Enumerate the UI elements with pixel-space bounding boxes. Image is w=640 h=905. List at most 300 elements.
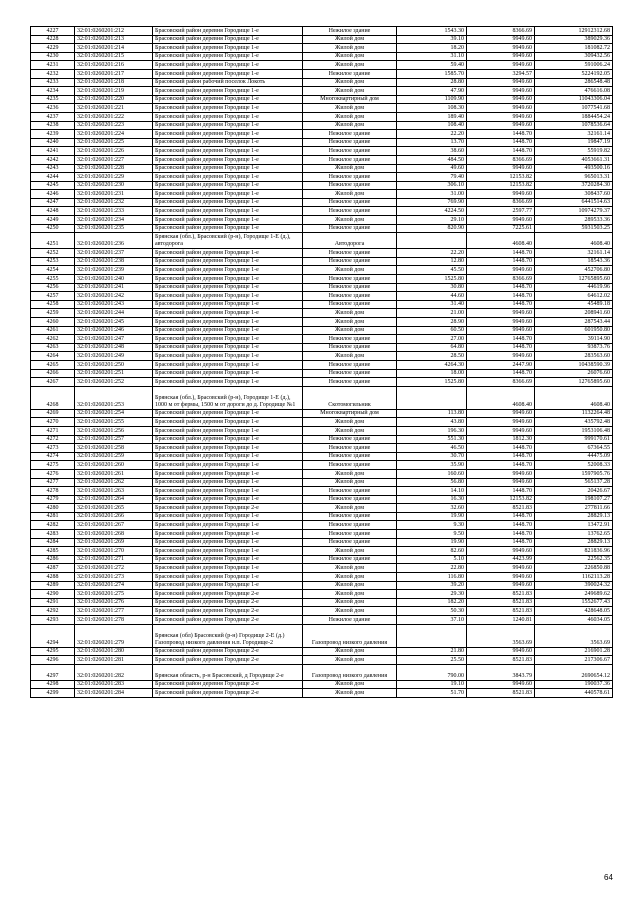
cadastral-number-cell: 32:01:0260201:266: [75, 512, 153, 521]
object-type-cell: Нежилое здание: [303, 292, 397, 301]
address-cell: Брасовский район деревня Городище 1-е: [153, 538, 303, 547]
specific-value-cell: 3294.57: [467, 69, 535, 78]
cadastral-number-cell: 32:01:0260201:215: [75, 52, 153, 61]
cadastral-number-cell: 32:01:0260201:227: [75, 155, 153, 164]
row-number-cell: 4266: [31, 369, 75, 378]
address-cell: Брасовский район деревня Городище 2-е: [153, 656, 303, 665]
cadastral-number-cell: 32:01:0260201:221: [75, 104, 153, 113]
object-type-cell: Нежилое здание: [303, 275, 397, 284]
address-cell: Брасовский район деревня Городище 1-е: [153, 452, 303, 461]
specific-value-cell: 1812.30: [467, 435, 535, 444]
cadastral-number-cell: 32:01:0260201:242: [75, 292, 153, 301]
object-type-cell: Жилой дом: [303, 318, 397, 327]
cadastral-number-cell: 32:01:0260201:273: [75, 573, 153, 582]
cadastral-number-cell: 32:01:0260201:224: [75, 130, 153, 139]
cadastral-number-cell: 32:01:0260201:259: [75, 452, 153, 461]
address-cell: Брасовский район деревня Городище 1-е: [153, 181, 303, 190]
cadastral-value-cell: 435792.48: [535, 418, 613, 427]
area-cell: 30.70: [397, 452, 467, 461]
specific-value-cell: 9949.60: [467, 680, 535, 689]
table-row: [31, 198, 613, 207]
specific-value-cell: 8521.83: [467, 607, 535, 616]
row-number-cell: 4242: [31, 155, 75, 164]
row-number-cell: 4292: [31, 607, 75, 616]
specific-value-cell: 9949.60: [467, 469, 535, 478]
specific-value-cell: 8521.83: [467, 590, 535, 599]
row-number-cell: 4297: [31, 664, 75, 680]
address-cell: Брасовский район деревня Городище 1-е: [153, 61, 303, 70]
specific-value-cell: 9949.60: [467, 78, 535, 87]
object-type-cell: Жилой дом: [303, 504, 397, 513]
specific-value-cell: 1448.70: [467, 538, 535, 547]
specific-value-cell: 9949.60: [467, 547, 535, 556]
address-cell: Брасовский район деревня Городище 1-е: [153, 104, 303, 113]
specific-value-cell: 8366.69: [467, 275, 535, 284]
specific-value-cell: 9949.60: [467, 326, 535, 335]
object-type-cell: Нежилое здание: [303, 207, 397, 216]
table-row: [31, 224, 613, 233]
specific-value-cell: 9949.60: [467, 112, 535, 121]
cadastral-value-cell: 28829.13: [535, 512, 613, 521]
object-type-cell: Нежилое здание: [303, 173, 397, 182]
specific-value-cell: 1448.70: [467, 300, 535, 309]
specific-value-cell: 3563.69: [467, 624, 535, 647]
cadastral-number-cell: 32:01:0260201:244: [75, 309, 153, 318]
specific-value-cell: 9949.60: [467, 121, 535, 130]
area-cell: 22.80: [397, 564, 467, 573]
cadastral-value-cell: 476616.08: [535, 87, 613, 96]
specific-value-cell: 9949.60: [467, 87, 535, 96]
cadastral-value-cell: 12765895.60: [535, 275, 613, 284]
object-type-cell: Нежилое здание: [303, 181, 397, 190]
row-number-cell: 4256: [31, 283, 75, 292]
cadastral-number-cell: 32:01:0260201:254: [75, 409, 153, 418]
area-cell: 160.60: [397, 469, 467, 478]
cadastral-number-cell: 32:01:0260201:257: [75, 435, 153, 444]
specific-value-cell: 1448.70: [467, 343, 535, 352]
address-cell: Брасовский район деревня Городище 1-е: [153, 266, 303, 275]
table-row: [31, 647, 613, 656]
row-number-cell: 4232: [31, 69, 75, 78]
specific-value-cell: 12153.82: [467, 181, 535, 190]
cadastral-number-cell: 32:01:0260201:278: [75, 616, 153, 625]
object-type-cell: Нежилое здание: [303, 521, 397, 530]
cadastral-value-cell: 1884454.24: [535, 112, 613, 121]
address-cell: Брасовский район деревня Городище 1-е: [153, 69, 303, 78]
address-cell: Брасовский район деревня Городище 1-е: [153, 564, 303, 573]
address-cell: Брасовский район деревня Городище 2-е: [153, 607, 303, 616]
specific-value-cell: 1448.70: [467, 530, 535, 539]
cadastral-number-cell: 32:01:0260201:246: [75, 326, 153, 335]
object-type-cell: Газопровод низкого давления: [303, 664, 397, 680]
row-number-cell: 4247: [31, 198, 75, 207]
row-number-cell: 4274: [31, 452, 75, 461]
address-cell: Брасовский район деревня Городище 1-е: [153, 461, 303, 470]
table-row: [31, 581, 613, 590]
object-type-cell: Нежилое здание: [303, 147, 397, 156]
row-number-cell: 4244: [31, 173, 75, 182]
row-number-cell: 4237: [31, 112, 75, 121]
area-cell: 21.00: [397, 309, 467, 318]
address-cell: Брасовский район деревня Городище 1-е: [153, 478, 303, 487]
row-number-cell: 4273: [31, 444, 75, 453]
address-cell: Брасовский район деревня Городище 2-е: [153, 616, 303, 625]
cadastral-number-cell: 32:01:0260201:276: [75, 598, 153, 607]
cadastral-number-cell: 32:01:0260201:216: [75, 61, 153, 70]
area-cell: 1525.80: [397, 378, 467, 387]
area-cell: 82.60: [397, 547, 467, 556]
cadastral-number-cell: 32:01:0260201:232: [75, 198, 153, 207]
cadastral-number-cell: 32:01:0260201:247: [75, 335, 153, 344]
object-type-cell: Нежилое здание: [303, 130, 397, 139]
address-cell: Брасовский район деревня Городище 1-е: [153, 300, 303, 309]
area-cell: 19.10: [397, 680, 467, 689]
table-row: [31, 335, 613, 344]
table-row: [31, 164, 613, 173]
area-cell: 30.80: [397, 283, 467, 292]
table-row: [31, 181, 613, 190]
cadastral-number-cell: 32:01:0260201:230: [75, 181, 153, 190]
area-cell: 45.50: [397, 266, 467, 275]
table-row: [31, 409, 613, 418]
area-cell: 12.80: [397, 257, 467, 266]
cadastral-value-cell: 20426.67: [535, 487, 613, 496]
row-number-cell: 4249: [31, 216, 75, 225]
address-cell: Брасовский район деревня Городище 2-е: [153, 598, 303, 607]
object-type-cell: Нежилое здание: [303, 27, 397, 36]
table-row: [31, 275, 613, 284]
table-row: [31, 573, 613, 582]
specific-value-cell: 9949.60: [467, 478, 535, 487]
table-row: [31, 112, 613, 121]
address-cell: Брасовский район деревня Городище 1-е: [153, 44, 303, 53]
address-cell: Брасовский район деревня Городище 2-е: [153, 680, 303, 689]
object-type-cell: Жилой дом: [303, 547, 397, 556]
cadastral-value-cell: 12912312.68: [535, 27, 613, 36]
table-row: [31, 343, 613, 352]
table-row: [31, 521, 613, 530]
cadastral-value-cell: 1132264.48: [535, 409, 613, 418]
object-type-cell: Нежилое здание: [303, 435, 397, 444]
object-type-cell: Нежилое здание: [303, 360, 397, 369]
cadastral-value-cell: 3563.69: [535, 624, 613, 647]
object-type-cell: Жилой дом: [303, 478, 397, 487]
object-type-cell: Нежилое здание: [303, 555, 397, 564]
address-cell: Брасовский район деревня Городище 1-е: [153, 155, 303, 164]
specific-value-cell: 1448.70: [467, 147, 535, 156]
table-row: [31, 530, 613, 539]
row-number-cell: 4299: [31, 689, 75, 698]
area-cell: 21.80: [397, 647, 467, 656]
address-cell: Брасовский район деревня Городище 1-е: [153, 257, 303, 266]
area-cell: 19.90: [397, 538, 467, 547]
area-cell: 35.90: [397, 461, 467, 470]
specific-value-cell: 9949.60: [467, 647, 535, 656]
area-cell: 9.50: [397, 530, 467, 539]
object-type-cell: Жилой дом: [303, 52, 397, 61]
object-type-cell: Нежилое здание: [303, 224, 397, 233]
object-type-cell: Нежилое здание: [303, 444, 397, 453]
cadastral-value-cell: 1552677.43: [535, 598, 613, 607]
cadastral-value-cell: 591006.24: [535, 61, 613, 70]
cadastral-number-cell: 32:01:0260201:280: [75, 647, 153, 656]
row-number-cell: 4272: [31, 435, 75, 444]
address-cell: Брасовский район деревня Городище 1-е: [153, 130, 303, 139]
cadastral-value-cell: 32161.14: [535, 130, 613, 139]
row-number-cell: 4275: [31, 461, 75, 470]
specific-value-cell: 8521.83: [467, 689, 535, 698]
cadastral-number-cell: 32:01:0260201:235: [75, 224, 153, 233]
row-number-cell: 4279: [31, 495, 75, 504]
cadastral-number-cell: 32:01:0260201:263: [75, 487, 153, 496]
cadastral-value-cell: 10974279.37: [535, 207, 613, 216]
row-number-cell: 4264: [31, 352, 75, 361]
specific-value-cell: 1448.70: [467, 249, 535, 258]
row-number-cell: 4288: [31, 573, 75, 582]
object-type-cell: Жилой дом: [303, 61, 397, 70]
address-cell: Брасовский район деревня Городище 2-е: [153, 689, 303, 698]
area-cell: [397, 233, 467, 249]
table-row: [31, 444, 613, 453]
object-type-cell: Нежилое здание: [303, 300, 397, 309]
table-row: [31, 664, 613, 680]
row-number-cell: 4287: [31, 564, 75, 573]
specific-value-cell: 4423.99: [467, 555, 535, 564]
area-cell: 13.70: [397, 138, 467, 147]
specific-value-cell: 9949.60: [467, 104, 535, 113]
specific-value-cell: 9949.60: [467, 409, 535, 418]
area-cell: 22.20: [397, 130, 467, 139]
cadastral-number-cell: 32:01:0260201:233: [75, 207, 153, 216]
address-cell: Брасовский район деревня Городище 1-е: [153, 326, 303, 335]
object-type-cell: Жилой дом: [303, 309, 397, 318]
object-type-cell: Нежилое здание: [303, 378, 397, 387]
address-cell: Брасовский район деревня Городище 1-е: [153, 224, 303, 233]
area-cell: 29.10: [397, 216, 467, 225]
address-cell: Брасовский район деревня Городище 1-е: [153, 52, 303, 61]
cadastral-number-cell: 32:01:0260201:268: [75, 530, 153, 539]
table-row: [31, 300, 613, 309]
table-row: [31, 190, 613, 199]
area-cell: 196.30: [397, 426, 467, 435]
area-cell: 39.20: [397, 581, 467, 590]
cadastral-value-cell: 309432.56: [535, 52, 613, 61]
specific-value-cell: 8521.83: [467, 504, 535, 513]
specific-value-cell: 3843.79: [467, 664, 535, 680]
row-number-cell: 4228: [31, 35, 75, 44]
cadastral-number-cell: 32:01:0260201:253: [75, 386, 153, 409]
cadastral-value-cell: 999170.61: [535, 435, 613, 444]
row-number-cell: 4290: [31, 590, 75, 599]
area-cell: 59.40: [397, 61, 467, 70]
area-cell: 56.80: [397, 478, 467, 487]
object-type-cell: Жилой дом: [303, 573, 397, 582]
table-row: [31, 689, 613, 698]
cadastral-number-cell: 32:01:0260201:281: [75, 656, 153, 665]
row-number-cell: 4255: [31, 275, 75, 284]
table-row: [31, 607, 613, 616]
area-cell: 47.90: [397, 87, 467, 96]
area-cell: 39.10: [397, 35, 467, 44]
table-row: [31, 27, 613, 36]
specific-value-cell: 9949.60: [467, 426, 535, 435]
object-type-cell: Жилой дом: [303, 216, 397, 225]
object-type-cell: Нежилое здание: [303, 538, 397, 547]
row-number-cell: 4250: [31, 224, 75, 233]
cadastral-value-cell: 64612.02: [535, 292, 613, 301]
address-cell: Брасовский район деревня Городище 1-е: [153, 35, 303, 44]
cadastral-number-cell: 32:01:0260201:243: [75, 300, 153, 309]
address-cell: Брасовский район деревня Городище 1-е: [153, 512, 303, 521]
area-cell: 18.20: [397, 44, 467, 53]
table-row: [31, 173, 613, 182]
table-row: [31, 216, 613, 225]
row-number-cell: 4280: [31, 504, 75, 513]
cadastral-value-cell: 67364.55: [535, 444, 613, 453]
table-row: [31, 461, 613, 470]
cadastral-number-cell: 32:01:0260201:269: [75, 538, 153, 547]
address-cell: Брасовский район деревня Городище 1-е: [153, 555, 303, 564]
row-number-cell: 4231: [31, 61, 75, 70]
table-row: [31, 452, 613, 461]
cadastral-number-cell: 32:01:0260201:218: [75, 78, 153, 87]
area-cell: 769.90: [397, 198, 467, 207]
area-cell: 28.90: [397, 318, 467, 327]
area-cell: 29.30: [397, 590, 467, 599]
table-row: [31, 104, 613, 113]
cadastral-value-cell: 1162113.28: [535, 573, 613, 582]
cadastral-value-cell: 1953106.48: [535, 426, 613, 435]
cadastral-number-cell: 32:01:0260201:217: [75, 69, 153, 78]
area-cell: 113.80: [397, 409, 467, 418]
specific-value-cell: 1448.70: [467, 461, 535, 470]
table-row: [31, 61, 613, 70]
cadastral-value-cell: 217306.67: [535, 656, 613, 665]
specific-value-cell: 1448.70: [467, 487, 535, 496]
area-cell: 1543.30: [397, 27, 467, 36]
cadastral-number-cell: 32:01:0260201:219: [75, 87, 153, 96]
area-cell: 44.60: [397, 292, 467, 301]
cadastral-number-cell: 32:01:0260201:250: [75, 360, 153, 369]
row-number-cell: 4259: [31, 309, 75, 318]
specific-value-cell: 9949.60: [467, 95, 535, 104]
cadastral-value-cell: 11043306.04: [535, 95, 613, 104]
object-type-cell: Жилой дом: [303, 35, 397, 44]
object-type-cell: Жилой дом: [303, 121, 397, 130]
specific-value-cell: 12153.82: [467, 173, 535, 182]
cadastral-value-cell: 39114.90: [535, 335, 613, 344]
address-cell: Брасовский район деревня Городище 1-е: [153, 352, 303, 361]
row-number-cell: 4261: [31, 326, 75, 335]
address-cell: Брасовский район деревня Городище 1-е: [153, 369, 303, 378]
row-number-cell: 4236: [31, 104, 75, 113]
cadastral-number-cell: 32:01:0260201:213: [75, 35, 153, 44]
table-row: [31, 266, 613, 275]
specific-value-cell: 7225.61: [467, 224, 535, 233]
cadastral-number-cell: 32:01:0260201:282: [75, 664, 153, 680]
specific-value-cell: 9949.60: [467, 164, 535, 173]
cadastral-number-cell: 32:01:0260201:255: [75, 418, 153, 427]
cadastral-value-cell: 44475.09: [535, 452, 613, 461]
area-cell: 31.00: [397, 190, 467, 199]
row-number-cell: 4281: [31, 512, 75, 521]
address-cell: Брасовский район деревня Городище 1-е: [153, 581, 303, 590]
area-cell: 790.00: [397, 664, 467, 680]
row-number-cell: 4265: [31, 360, 75, 369]
cadastral-value-cell: 1078536.64: [535, 121, 613, 130]
object-type-cell: Жилой дом: [303, 581, 397, 590]
specific-value-cell: 1448.70: [467, 257, 535, 266]
row-number-cell: 4238: [31, 121, 75, 130]
table-row: [31, 598, 613, 607]
object-type-cell: Жилой дом: [303, 112, 397, 121]
cadastral-value-cell: 277811.66: [535, 504, 613, 513]
table-row: [31, 547, 613, 556]
row-number-cell: 4252: [31, 249, 75, 258]
row-number-cell: 4260: [31, 318, 75, 327]
object-type-cell: Автодорога: [303, 233, 397, 249]
area-cell: 108.40: [397, 121, 467, 130]
area-cell: [397, 386, 467, 409]
area-cell: 551.30: [397, 435, 467, 444]
cadastral-value-table: [30, 26, 613, 698]
specific-value-cell: 8366.69: [467, 27, 535, 36]
cadastral-number-cell: 32:01:0260201:226: [75, 147, 153, 156]
page-number: 64: [604, 873, 613, 882]
cadastral-value-cell: 10438590.39: [535, 360, 613, 369]
row-number-cell: 4233: [31, 78, 75, 87]
address-cell: Брасовский район деревня Городище 1-е: [153, 418, 303, 427]
cadastral-value-cell: 5931503.25: [535, 224, 613, 233]
specific-value-cell: 1448.70: [467, 283, 535, 292]
specific-value-cell: 9949.60: [467, 309, 535, 318]
address-cell: Брасовский район деревня Городище 1-е: [153, 207, 303, 216]
cadastral-number-cell: 32:01:0260201:239: [75, 266, 153, 275]
cadastral-value-cell: 46034.05: [535, 616, 613, 625]
area-cell: 37.10: [397, 616, 467, 625]
cadastral-value-cell: 216901.28: [535, 647, 613, 656]
object-type-cell: Нежилое здание: [303, 487, 397, 496]
object-type-cell: Нежилое здание: [303, 530, 397, 539]
cadastral-value-cell: 6441514.63: [535, 198, 613, 207]
area-cell: 49.60: [397, 164, 467, 173]
table-row: [31, 478, 613, 487]
cadastral-value-table-sheet: [30, 26, 612, 698]
row-number-cell: 4235: [31, 95, 75, 104]
specific-value-cell: 8366.69: [467, 378, 535, 387]
cadastral-value-cell: 12765895.60: [535, 378, 613, 387]
cadastral-number-cell: 32:01:0260201:265: [75, 504, 153, 513]
table-row: [31, 87, 613, 96]
address-cell: Брасовский район деревня Городище 1-е: [153, 573, 303, 582]
address-cell: Брасовский район деревня Городище 1-е: [153, 121, 303, 130]
cadastral-value-cell: 428648.05: [535, 607, 613, 616]
row-number-cell: 4291: [31, 598, 75, 607]
specific-value-cell: 1448.70: [467, 452, 535, 461]
row-number-cell: 4277: [31, 478, 75, 487]
specific-value-cell: 1240.81: [467, 616, 535, 625]
cadastral-value-cell: 565137.28: [535, 478, 613, 487]
specific-value-cell: 8521.83: [467, 656, 535, 665]
cadastral-value-cell: 1077541.68: [535, 104, 613, 113]
cadastral-value-cell: 965013.31: [535, 173, 613, 182]
address-cell: Брасовский район деревня Городище 1-е: [153, 249, 303, 258]
specific-value-cell: 2447.90: [467, 360, 535, 369]
row-number-cell: 4227: [31, 27, 75, 36]
address-cell: Брасовский район деревня Городище 1-е: [153, 378, 303, 387]
area-cell: 31.10: [397, 52, 467, 61]
area-cell: 1585.70: [397, 69, 467, 78]
